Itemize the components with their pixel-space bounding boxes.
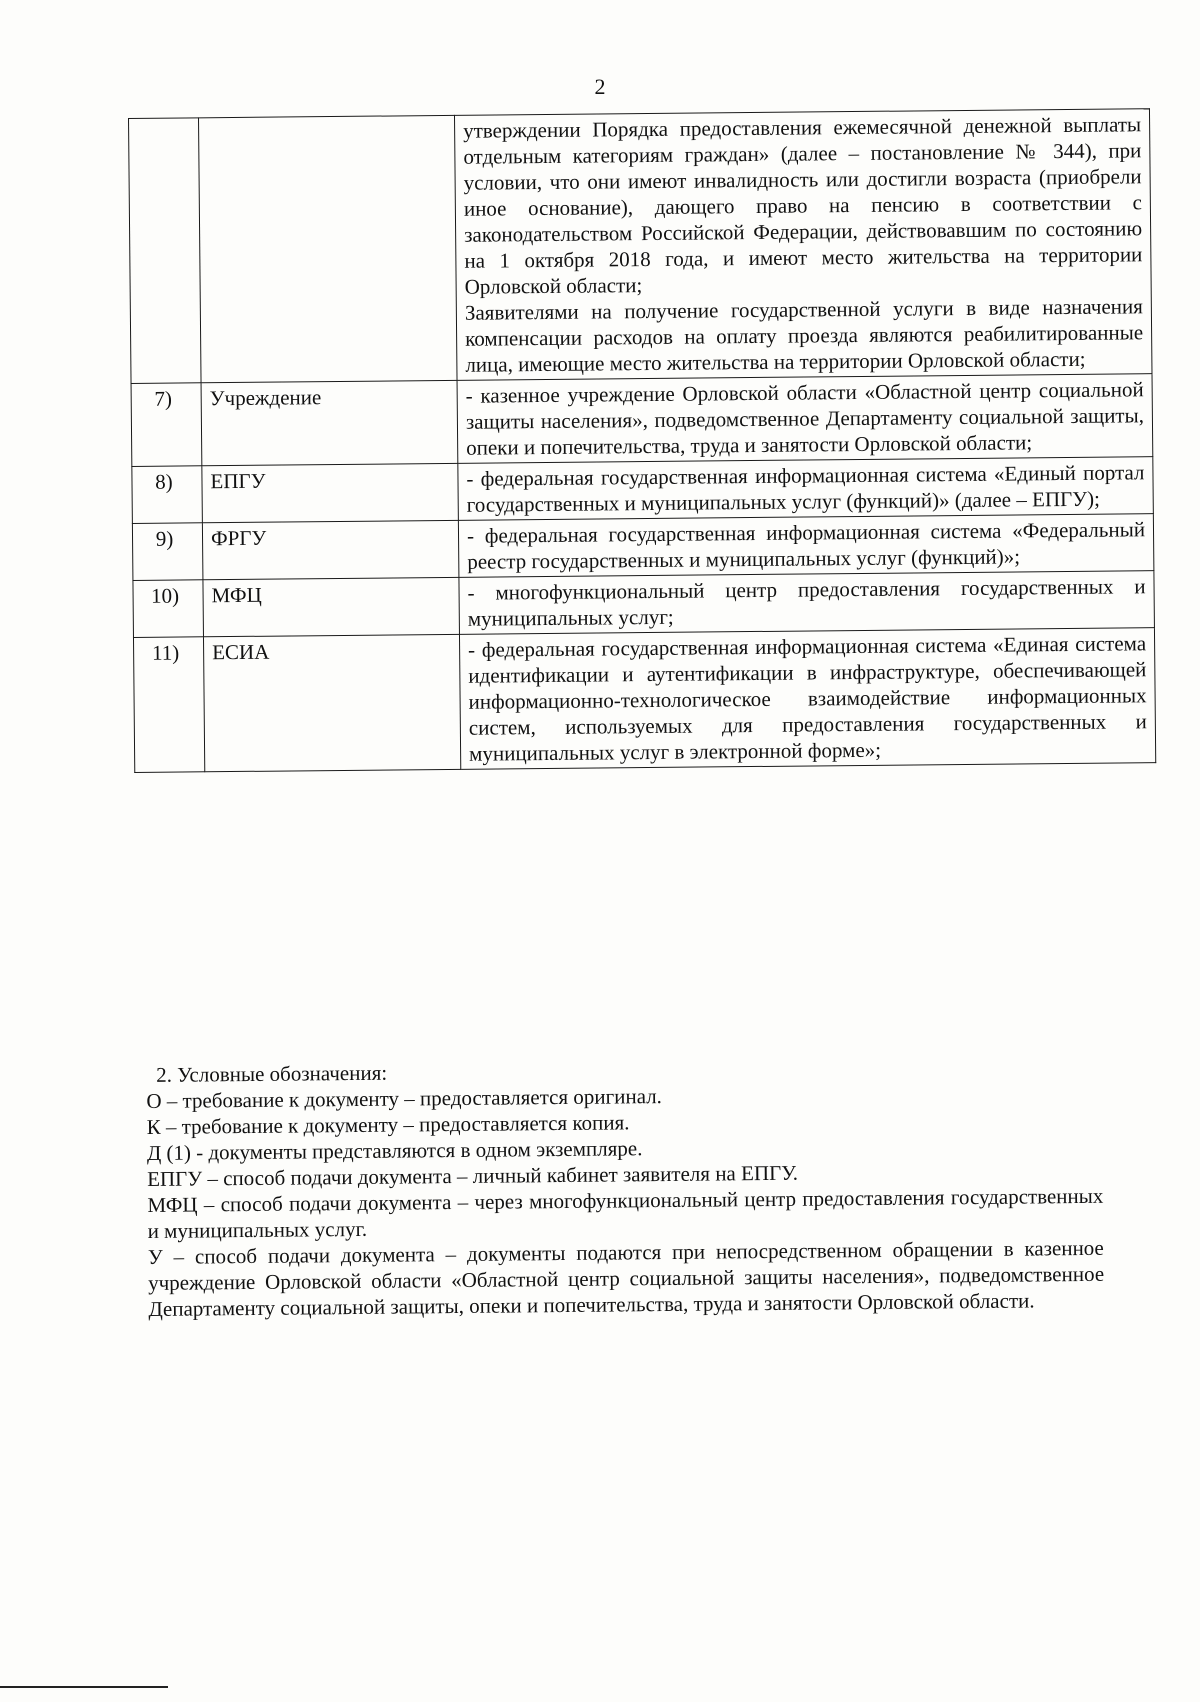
legend-notes: [146, 1053, 1104, 1322]
table-row: [131, 374, 1153, 467]
row-definition: [457, 374, 1153, 464]
table-row: [133, 571, 1155, 638]
row-definition: [459, 628, 1155, 770]
definition-paragraph: Заявителями на получение государственной услуги в виде назначения компенсации расходов на оплату проезда являются реабилитированные лица, имеющие место жительства на территории Орловской области;: [464, 294, 1144, 377]
row-definition: [458, 514, 1154, 578]
table-row: [129, 109, 1152, 384]
page-number: 2: [594, 74, 606, 99]
row-number: 7): [131, 383, 202, 467]
definitions-table: [128, 108, 1156, 773]
row-number: 11): [133, 637, 204, 773]
notes-title: 2. Условные обозначения:: [156, 1060, 388, 1087]
row-definition: [459, 571, 1155, 635]
definition-paragraph: - казенное учреждение Орловской области «Областной центр социальной защиты населения», подведомственное Департаменту социальной защиты, опеки и попечительства, труда и занятости Орловской области;: [465, 377, 1145, 460]
table-row: [133, 628, 1155, 773]
note-item: О – требование к документу – предоставляется оригинал.: [146, 1084, 662, 1113]
definition-paragraph: - федеральная государственная информационная система «Единый портал государственных и муниципальных услуг (функций)» (далее – ЕПГУ);: [466, 460, 1145, 517]
footer-rule: [0, 1686, 168, 1688]
definition-paragraph: - федеральная государственная информационная система «Федеральный реестр государственных и муниципальных услуг (функций)»;: [466, 517, 1146, 574]
row-term: [199, 115, 458, 382]
note-item: Д (1) - документы представляются в одном экземпляре.: [146, 1136, 643, 1165]
note-item: МФЦ – способ подачи документа – через многофункциональный центр предоставления государственных и муниципальных услуг.: [147, 1183, 1104, 1243]
row-term: МФЦ: [203, 577, 460, 636]
row-number: [129, 118, 202, 384]
row-number: 10): [133, 580, 204, 638]
note-item: ЕПГУ – способ подачи документа – личный кабинет заявителя на ЕПГУ.: [147, 1160, 799, 1191]
row-term: ЕПГУ: [202, 463, 459, 522]
definition-paragraph: - федеральная государственная информационная система «Единая система идентификации и аутентификации в инфраструктуре, обеспечивающей информационно-технологическое взаимодействие информационных систем, используемых для предоставления государственных и муниципальных услуг в электронной форме»;: [468, 631, 1147, 766]
row-term: ФРГУ: [202, 520, 459, 579]
note-item: К – требование к документу – предоставляется копия.: [146, 1110, 630, 1139]
table-row: [132, 457, 1154, 524]
row-number: 9): [132, 523, 203, 581]
row-term: Учреждение: [201, 380, 458, 465]
table-row: [132, 514, 1154, 581]
row-term: ЕСИА: [203, 634, 460, 771]
note-item: У – способ подачи документа – документы подаются при непосредственном обращении в казенное учреждение Орловской области «Областной центр социальной защиты населения», подведомственное Департаменту социальной защиты, опеки и попечительства, труда и занятости Орловской области.: [147, 1235, 1105, 1321]
definition-paragraph: - многофункциональный центр предоставления государственных и муниципальных услуг;: [467, 574, 1146, 631]
row-definition: [458, 457, 1154, 521]
row-number: 8): [132, 466, 203, 524]
row-definition: [454, 109, 1152, 381]
definition-paragraph: утверждении Порядка предоставления ежемесячной денежной выплаты отдельным категориям граждан» (далее – постановление № 344), при условии, что они имеют инвалидность или достигли возраста (приобрели иное основание), дающего право на пенсию в соответствии с законодательством Российской Федерации, действовавшим по состоянию на 1 октября 2018 года, и имеют место жительства на территории Орловской области;: [463, 112, 1143, 299]
